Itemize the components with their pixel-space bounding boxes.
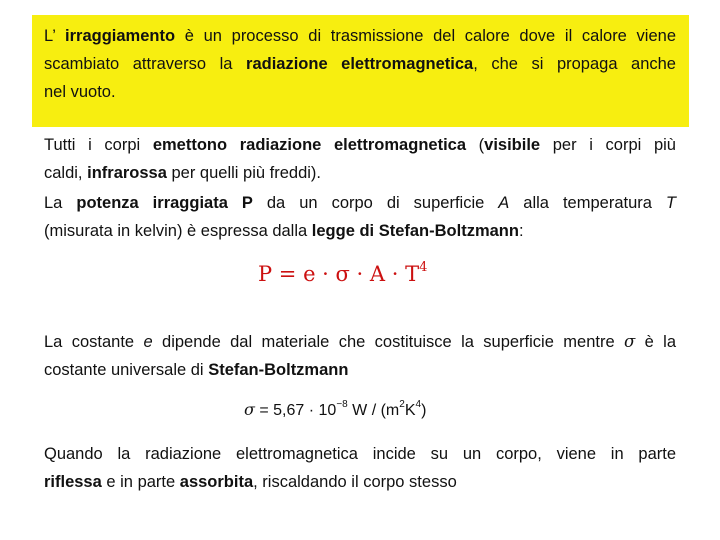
- term-stefan-boltzmann-law: legge di Stefan-Boltzmann: [311, 222, 519, 240]
- para1-line2: [44, 159, 676, 187]
- para2-text: da un corpo di superficie: [252, 194, 499, 212]
- para4-text: e in parte: [101, 473, 180, 491]
- term-irraggiamento: irraggiamento: [65, 27, 176, 45]
- intro-paragraph: [44, 22, 676, 106]
- para2-text: La: [44, 194, 77, 212]
- para4-line2: [44, 468, 676, 496]
- para4-text: Quando la radiazione elettromagnetica incide su un corpo, viene in parte: [44, 445, 676, 463]
- para3-text: La costante: [44, 333, 144, 351]
- term-riflessa: riflessa: [44, 473, 102, 491]
- intro-text: è un processo di trasmissione del calore dove il calore viene: [175, 27, 676, 45]
- formula-exponent: 4: [419, 260, 428, 275]
- term-emettono: emettono radiazione elettromagnetica: [152, 136, 467, 154]
- para3-line2: [44, 356, 676, 384]
- sigma-symbol: σ: [623, 332, 636, 351]
- para3-text: costante universale di: [44, 361, 209, 379]
- para1-text: caldi,: [44, 164, 88, 182]
- para3-text: dipende dal materiale che costituisce la superficie mentre: [152, 333, 624, 351]
- intro-text: , che si propaga anche: [473, 55, 676, 73]
- term-stefan-boltzmann: Stefan-Boltzmann: [208, 361, 349, 379]
- formula2-unit: W / (m: [347, 402, 400, 419]
- var-t: T: [665, 194, 677, 212]
- para1-text: per quelli più freddi).: [166, 164, 321, 182]
- para1-text: Tutti i corpi: [44, 136, 153, 154]
- paragraph-incident: [44, 440, 676, 496]
- paragraph-emission: [44, 131, 676, 187]
- formula2-text: ): [421, 402, 427, 419]
- para4-text: , riscaldando il corpo stesso: [253, 473, 457, 491]
- formula-body: P = e · σ · A · T: [258, 262, 420, 286]
- formula-sigma-value: [244, 399, 426, 420]
- formula2-exponent: 4: [415, 399, 422, 410]
- para1-text: per i corpi più: [540, 136, 676, 154]
- term-radiazione: radiazione elettromagnetica: [246, 55, 474, 73]
- para2-text: alla temperatura: [509, 194, 666, 212]
- para2-text: (misurata in kelvin) è espressa dalla: [44, 222, 312, 240]
- formula2-exponent: 2: [399, 399, 405, 410]
- intro-text: L’: [44, 27, 66, 45]
- para3-text: è la: [635, 333, 676, 351]
- term-infrarossa: infrarossa: [87, 164, 167, 182]
- intro-text: scambiato attraverso la: [44, 55, 247, 73]
- term-assorbita: assorbita: [179, 473, 254, 491]
- formula2-exponent: −8: [336, 399, 348, 410]
- para1-text: (: [466, 136, 485, 154]
- var-e: e: [143, 333, 153, 351]
- paragraph-power: [44, 189, 676, 245]
- intro-text: nel vuoto.: [44, 83, 116, 101]
- paragraph-constant: [44, 328, 676, 384]
- formula2-unit: K: [404, 402, 416, 419]
- formula-stefan-boltzmann: [258, 260, 427, 286]
- var-a: A: [498, 194, 510, 212]
- term-visibile: visibile: [484, 136, 541, 154]
- para2-text: :: [518, 222, 524, 240]
- term-potenza: potenza irraggiata P: [76, 194, 253, 212]
- para2-line2: [44, 217, 676, 245]
- sigma-symbol: σ: [244, 400, 255, 419]
- formula2-text: = 5,67 · 10: [254, 402, 337, 419]
